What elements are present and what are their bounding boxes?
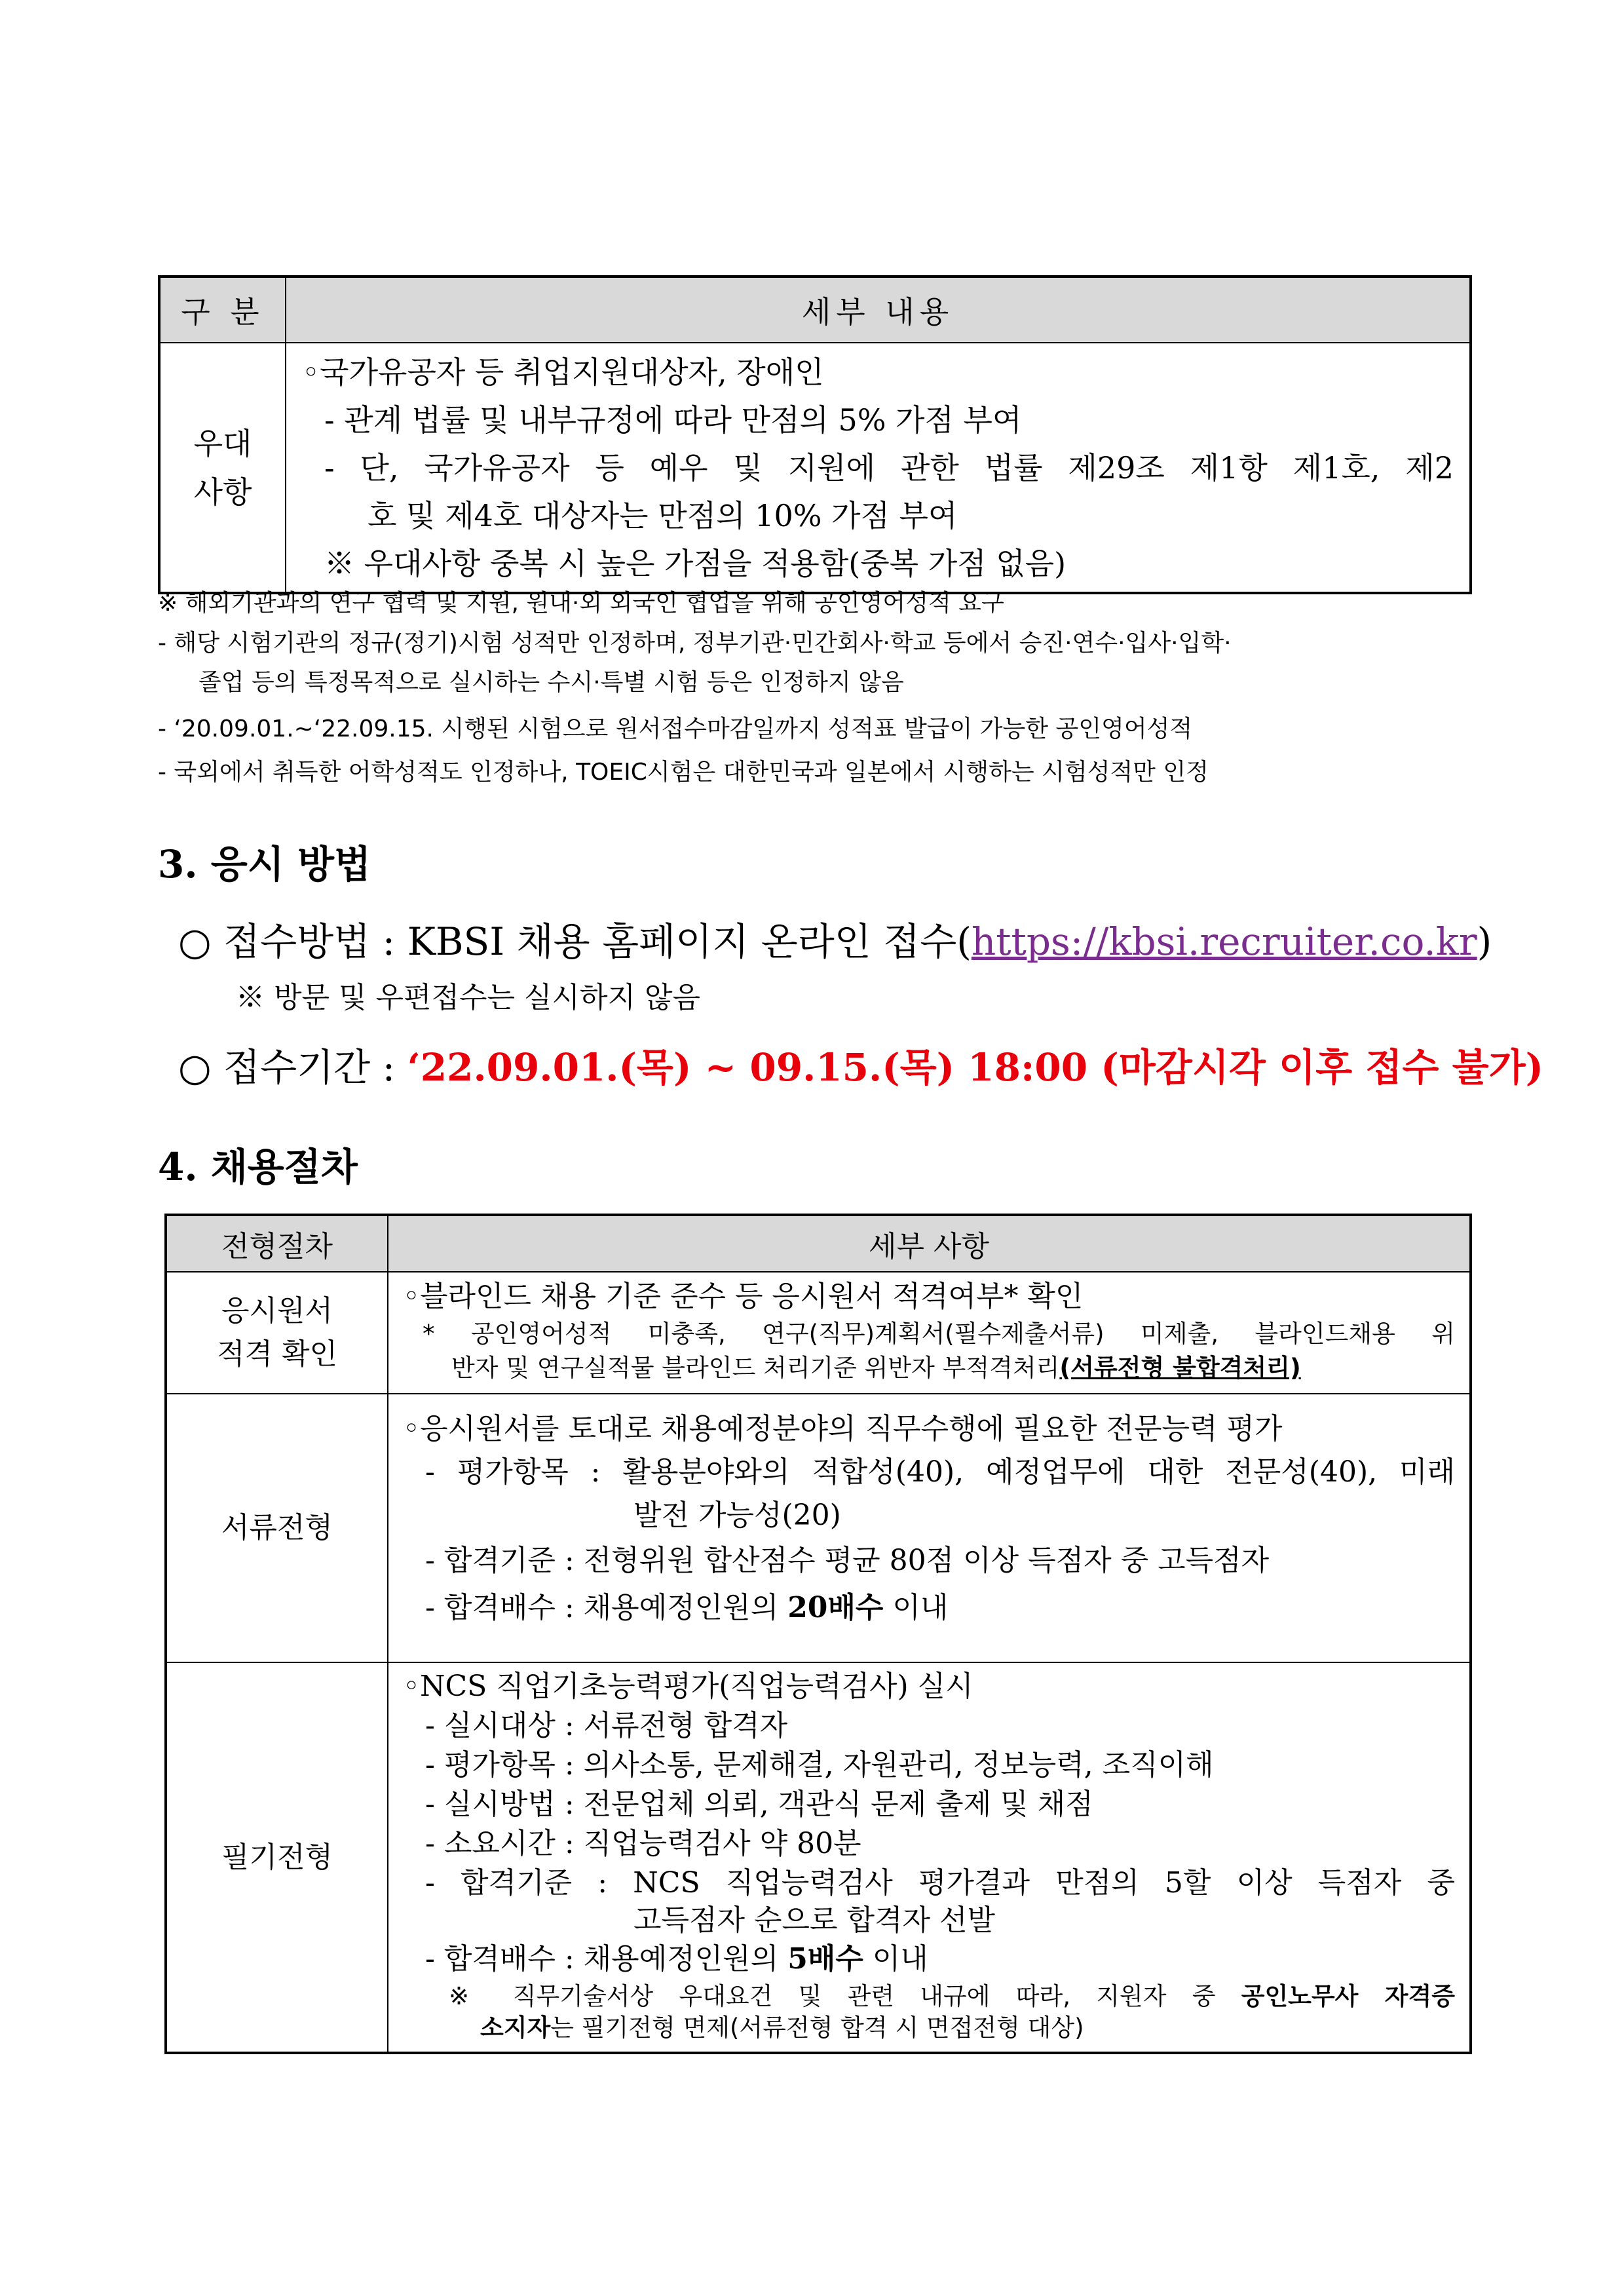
note-text: ※ 직무기술서상 우대요건 및 관련 내규에 따라, 지원자 중 (449, 1982, 1241, 2010)
stage-line: 고득점자 순으로 합격자 선발 (633, 1904, 996, 1937)
period-value: ‘22.09.01.(목) ~ 09.15.(목) 18:00 (마감시각 이후 접수 불가) (407, 1045, 1544, 1090)
stage-label-text: 필기전형 (221, 1840, 333, 1874)
method-prefix: ○ 접수방법 : KBSI 채용 홈페이지 온라인 접수( (178, 919, 972, 964)
note-text: 반자 및 연구실적물 블라인드 처리기준 위반자 부적격처리 (451, 1354, 1060, 1382)
stage-line: - 실시대상 : 서류전형 합격자 (425, 1709, 788, 1742)
preference-line: ◦국가유공자 등 취업지원대상자, 장애인 (302, 354, 824, 390)
stage-body (388, 1272, 1471, 1394)
note-line: - 국외에서 취득한 어학성적도 인정하나, TOEIC시험은 대한민국과 일본에서 시행하는 시험성적만 인정 (158, 759, 1209, 786)
stage-line (403, 1584, 1455, 1632)
stage-line: - 실시방법 : 전문업체 의뢰, 객관식 문제 출제 및 채점 (425, 1788, 1093, 1821)
row-label-text: 우대 사항 (193, 425, 252, 510)
method-suffix: ) (1477, 919, 1492, 964)
line-text: 이내 (883, 1591, 949, 1624)
preference-line: 호 및 제4호 대상자는 만점의 10% 가점 부여 (368, 498, 958, 533)
table1-header-category: 구 분 (159, 277, 286, 343)
table1-row-label (159, 343, 286, 593)
stage-line: - 합격기준 : 전형위원 합산점수 평균 80점 이상 득점자 중 고득점자 (425, 1544, 1270, 1577)
stage-label (166, 1394, 388, 1662)
line-emphasis: 20배수 (787, 1591, 884, 1624)
stage-note (403, 2013, 1455, 2043)
stage-line: - 소요시간 : 직업능력검사 약 80분 (425, 1827, 861, 1860)
application-period (178, 1037, 1543, 1092)
stage-label (166, 1272, 388, 1394)
preference-line: - 단, 국가유공자 등 예우 및 지원에 관한 법률 제29조 제1항 제1호, 제2 (324, 450, 1454, 486)
preference-line: - 관계 법률 및 내부규정에 따라 만점의 5% 가점 부여 (324, 402, 1022, 438)
line-emphasis: 5배수 (787, 1942, 863, 1976)
table-row (166, 1272, 1471, 1394)
note-line: - 해당 시험기관의 정규(정기)시험 성적만 인정하며, 정부기관·민간회사·학교 등에서 승진·연수·입사·입학· (158, 630, 1232, 657)
stage-line: ◦NCS 직업기초능력평가(직업능력검사) 실시 (403, 1670, 973, 1703)
stage-body (388, 1394, 1471, 1662)
english-score-notes (158, 583, 1476, 793)
preference-note: ※ 우대사항 중복 시 높은 가점을 적용함(중복 가점 없음) (324, 546, 1067, 581)
line-text: - 합격배수 : 채용예정인원의 (425, 1591, 788, 1624)
stage-line: - 평가항목 : 활용분야와의 적합성(40), 예정업무에 대한 전문성(40), 미래 (425, 1455, 1455, 1489)
preference-table (158, 275, 1472, 594)
application-method (178, 911, 1492, 966)
stage-note (403, 1351, 1455, 1385)
stage-label-text: 응시원서 적격 확인 (216, 1294, 337, 1371)
stage-label (166, 1662, 388, 2053)
stage-line: - 평가항목 : 의사소통, 문제해결, 자원관리, 정보능력, 조직이해 (425, 1748, 1214, 1782)
table1-header-detail: 세부 내용 (286, 277, 1471, 343)
stage-line: 발전 가능성(20) (633, 1499, 841, 1532)
note-line: 졸업 등의 특정목적으로 실시하는 수시·특별 시험 등은 인정하지 않음 (198, 669, 904, 696)
recruit-site-link[interactable]: https://kbsi.recruiter.co.kr (971, 919, 1477, 964)
note-emphasis: 공인노무사 자격증 (1241, 1982, 1455, 2010)
line-text: - 합격배수 : 채용예정인원의 (425, 1942, 788, 1976)
stage-line: ◦응시원서를 토대로 채용예정분야의 직무수행에 필요한 전문능력 평가 (403, 1412, 1283, 1445)
stage-body (388, 1662, 1471, 2053)
stage-note (403, 1980, 1455, 2013)
stage-line (403, 1938, 1455, 1980)
note-text: 는 필기전형 면제(서류전형 합격 시 면접전형 대상) (550, 2014, 1084, 2042)
period-prefix: ○ 접수기간 : (178, 1045, 407, 1090)
stage-line: ◦블라인드 채용 기준 준수 등 응시원서 적격여부* 확인 (403, 1280, 1084, 1313)
table2-header-detail: 세부 사항 (388, 1215, 1471, 1272)
stage-label-text: 서류전형 (221, 1511, 333, 1544)
table-row (166, 1662, 1471, 2053)
section-4-title: 4. 채용절차 (158, 1145, 358, 1189)
note-line: - ‘20.09.01.∼‘22.09.15. 시행된 시험으로 원서접수마감일까지 성적표 발급이 가능한 공인영어성적 (158, 716, 1193, 742)
stage-note: * 공인영어성적 미충족, 연구(직무)계획서(필수제출서류) 미제출, 블라인드채용 위 (423, 1320, 1455, 1348)
line-text: 이내 (863, 1942, 928, 1976)
recruit-process-table (164, 1214, 1472, 2054)
note-line: ※ 해외기관과의 연구 협력 및 지원, 원내·외 외국인 협업을 위해 공인영어성적 요구 (158, 590, 1004, 617)
note-emphasis: 소지자 (480, 2014, 551, 2042)
table-row (166, 1394, 1471, 1662)
section-3-title: 3. 응시 방법 (158, 842, 371, 887)
table2-header-stage: 전형절차 (166, 1215, 388, 1272)
table1-row-body (286, 343, 1471, 593)
note-emphasis: (서류전형 불합격처리) (1059, 1354, 1301, 1382)
stage-line: - 합격기준 : NCS 직업능력검사 평가결과 만점의 5할 이상 득점자 중 (425, 1866, 1455, 1900)
method-note: ※ 방문 및 우편접수는 실시하지 않음 (236, 981, 700, 1014)
